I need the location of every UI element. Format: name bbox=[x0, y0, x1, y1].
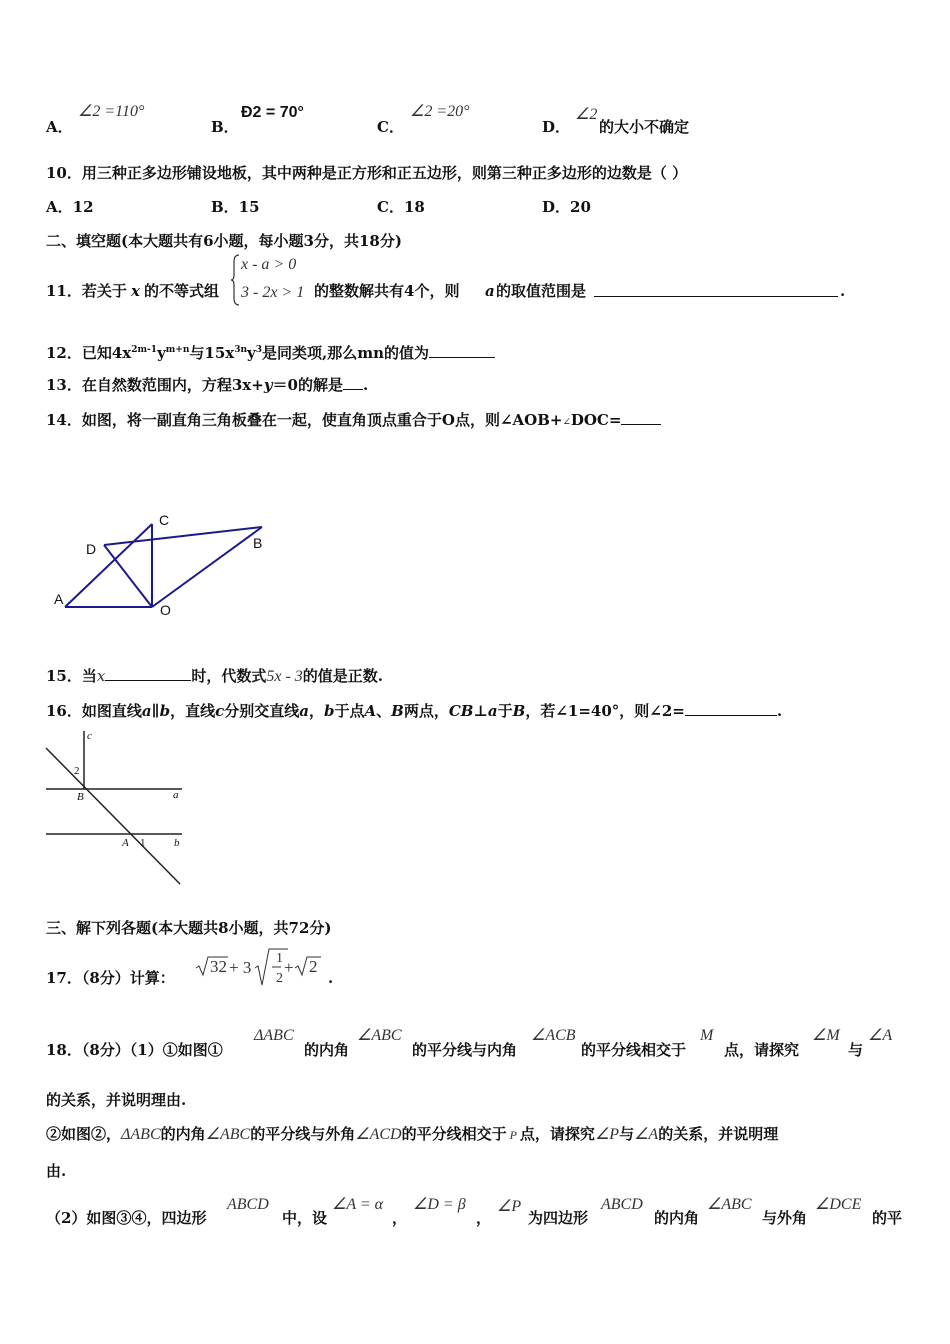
q11-var-a: a bbox=[485, 282, 495, 300]
q15-expr: 5x - 3 bbox=[266, 668, 303, 685]
q18-p2-e3: ∠D = β bbox=[413, 1196, 466, 1213]
q14-p2: DOC= bbox=[570, 411, 622, 429]
q18-p2-e5: ABCD bbox=[601, 1196, 643, 1213]
q18-e4: M bbox=[700, 1027, 714, 1044]
q15-p1: 15．当 bbox=[46, 667, 97, 685]
q18-p2-e6: ∠ABC bbox=[707, 1196, 752, 1213]
q18-q2-p2: 的内角 bbox=[160, 1125, 206, 1143]
q16-p5: 两点， bbox=[403, 702, 449, 720]
q18-e2: ∠ABC bbox=[357, 1027, 402, 1044]
q9-option-a-expr: ∠2 =110° bbox=[78, 103, 145, 120]
q16-p7: ，若∠1=40°，则∠2= bbox=[525, 702, 685, 720]
q18-p2-p5: 与外角 bbox=[762, 1209, 808, 1227]
q9-option-b-expr: Ð2 = 70° bbox=[241, 104, 304, 121]
q18-p2-e2: ∠A = α bbox=[332, 1196, 384, 1213]
q16-p4: 于点 bbox=[334, 702, 365, 720]
q9-option-d-expr: ∠2 bbox=[575, 106, 598, 123]
q10-option-b: B．15 bbox=[211, 198, 260, 216]
q10-stem: 10．用三种正多边形铺设地板，其中两种是正方形和正五边形，则第三种正多边形的边数是（ ） bbox=[46, 164, 688, 182]
q16-comma: ， bbox=[308, 702, 324, 720]
fig16-label-c: c bbox=[87, 730, 92, 742]
q15-var: x bbox=[96, 667, 106, 685]
q16-a1: a bbox=[141, 702, 152, 720]
q18-e1: ΔABC bbox=[254, 1027, 294, 1044]
q16-p6: 于 bbox=[497, 702, 513, 720]
q17-end: . bbox=[328, 969, 334, 987]
q18-q2-e2: ∠ABC bbox=[205, 1126, 251, 1143]
q9-option-c-expr: ∠2 =20° bbox=[410, 103, 470, 120]
q9-option-d-text: 的大小不确定 bbox=[599, 118, 690, 136]
q16-point-b: B bbox=[391, 702, 404, 720]
q14-p1: 14．如图，将一副直角三角板叠在一起，使直角顶点重合于O点，则∠AOB+ bbox=[46, 411, 563, 429]
fig14-label-c: C bbox=[159, 512, 170, 528]
q18-q2-p5: 点，请探究 bbox=[519, 1125, 595, 1143]
q17-plus1: + 3 bbox=[229, 958, 252, 977]
q18-line2: 的关系，并说明理由. bbox=[46, 1091, 187, 1109]
q17-r2: 2 bbox=[309, 957, 318, 976]
fig16-label-1: 1 bbox=[140, 837, 146, 849]
fig16-label-a-point: A bbox=[122, 837, 129, 849]
q12-p4: y bbox=[247, 344, 256, 362]
section3-title: 三、解下列各题(本大题共8小题，共72分) bbox=[46, 919, 332, 937]
q18-p4: 的平分线相交于 bbox=[581, 1041, 687, 1059]
q18-p1: 18．（8分）（1）①如图① bbox=[46, 1041, 223, 1059]
q18-e6: ∠A bbox=[868, 1027, 893, 1044]
q17-den: 2 bbox=[276, 971, 283, 986]
q10-option-a: A．12 bbox=[46, 198, 94, 216]
q18-q2-e3: ∠ACD bbox=[355, 1126, 402, 1143]
q18-p2-e1: ABCD bbox=[227, 1196, 269, 1213]
q18-q2-e4: P bbox=[509, 1128, 517, 1142]
q18-part1-2 bbox=[46, 1125, 778, 1144]
q16-a2: a bbox=[299, 702, 309, 720]
q16-b1: b bbox=[159, 702, 171, 720]
q13-var: y bbox=[263, 376, 273, 394]
q11-ineq2: 3 - 2x > 1 bbox=[241, 284, 305, 301]
q12-s3: 3n bbox=[234, 345, 248, 355]
q15-p3: 的值是正数. bbox=[302, 667, 384, 685]
q18-p2-p3: 为四边形 bbox=[528, 1209, 589, 1227]
q9-option-d-label: D． bbox=[542, 118, 571, 136]
q10-option-d: D．20 bbox=[542, 198, 591, 216]
q17-r1: 32 bbox=[210, 957, 227, 976]
q12-p2: y bbox=[157, 344, 166, 362]
q11-var-x: x bbox=[131, 282, 140, 300]
q12-s1: 2m-1 bbox=[131, 345, 158, 355]
q18-p2-c2: ， bbox=[476, 1209, 492, 1227]
q16-p3: 分别交直线 bbox=[224, 702, 300, 720]
q18-p2-p1: （2）如图③④，四边形 bbox=[46, 1209, 207, 1227]
fig16-label-2: 2 bbox=[74, 765, 80, 777]
q13-p1: 13．在自然数范围内，方程3x+ bbox=[46, 376, 264, 394]
q16-end: . bbox=[776, 702, 783, 720]
q18-p2-c1: ， bbox=[392, 1209, 408, 1227]
q18-q2-line2: 由. bbox=[46, 1162, 67, 1180]
q18-p6: 与 bbox=[848, 1041, 864, 1059]
q12-p1: 12．已知4x bbox=[46, 344, 132, 362]
q18-q2-p1: ②如图②， bbox=[46, 1125, 122, 1143]
q11-prefix: 11．若关于 bbox=[46, 282, 127, 300]
q10-option-c: C．18 bbox=[377, 198, 425, 216]
q18-p2: 的内角 bbox=[304, 1041, 350, 1059]
q18-q2-p6: 与 bbox=[619, 1125, 635, 1143]
q18-p2-p4: 的内角 bbox=[654, 1209, 700, 1227]
q12-p5: 是同类项,那么mn的值为 bbox=[262, 344, 430, 362]
fig16-label-b: b bbox=[174, 837, 180, 849]
fig14-label-d: D bbox=[86, 541, 97, 557]
q18-p3: 的平分线与内角 bbox=[412, 1041, 518, 1059]
q14-angle: ∠ bbox=[562, 417, 571, 428]
q9-option-b-label: B． bbox=[211, 118, 239, 136]
q18-q2-p3: 的平分线与外角 bbox=[250, 1125, 356, 1143]
q15-p2: 时，代数式 bbox=[191, 667, 267, 685]
q16-p2: ，直线 bbox=[170, 702, 216, 720]
q16-point-a: A bbox=[364, 702, 377, 720]
fig14-label-a: A bbox=[54, 591, 64, 607]
q17-plus2: + bbox=[284, 958, 294, 977]
q16-c: c bbox=[215, 702, 225, 720]
q9-option-a-label: A． bbox=[46, 118, 73, 136]
q11-ineq1: x - a > 0 bbox=[241, 256, 297, 273]
q16-perp: ⊥ bbox=[473, 702, 488, 720]
q18-p2-e7: ∠DCE bbox=[815, 1196, 862, 1213]
q17-p1: 17．（8分）计算： bbox=[46, 969, 175, 987]
q16-p1: 16．如图直线 bbox=[46, 702, 142, 720]
q17-num: 1 bbox=[276, 951, 283, 966]
q18-q2-p4: 的平分线相交于 bbox=[401, 1125, 507, 1143]
q11-after: 的整数解共有4个，则 bbox=[314, 282, 460, 300]
q11-suffix: 的取值范围是 bbox=[496, 282, 587, 300]
q18-e5: ∠M bbox=[812, 1027, 840, 1044]
q13-end: . bbox=[362, 376, 369, 394]
q12-s2: m+n bbox=[165, 345, 190, 355]
q18-q2-p7: 的关系，并说明理 bbox=[658, 1125, 779, 1143]
q12-s4: 3 bbox=[255, 345, 263, 355]
q11-mid: 的不等式组 bbox=[144, 282, 220, 300]
q16-par: ∥ bbox=[151, 702, 160, 720]
q16-a3: a bbox=[487, 702, 498, 720]
q18-p2-p2: 中，设 bbox=[282, 1209, 328, 1227]
q16-cb: CB bbox=[448, 702, 474, 720]
fig16-label-b-point: B bbox=[77, 791, 84, 803]
fig16-label-a: a bbox=[173, 789, 179, 801]
q18-p2-p6: 的平 bbox=[872, 1209, 903, 1227]
fig14-label-o: O bbox=[160, 602, 171, 618]
section2-title: 二、填空题(本大题共有6小题，每小题3分，共18分) bbox=[46, 232, 402, 250]
q13-p2: ＝0的解是 bbox=[272, 376, 343, 394]
fig16-line-c bbox=[46, 748, 180, 884]
q18-e3: ∠ACB bbox=[531, 1027, 576, 1044]
q18-p2-e4: ∠P bbox=[497, 1198, 522, 1215]
q18-p5: 点，请探究 bbox=[724, 1041, 800, 1059]
q9-option-c-label: C． bbox=[377, 118, 404, 136]
q18-q2-e6: ∠A bbox=[634, 1126, 659, 1143]
q16-b2: b bbox=[323, 702, 335, 720]
q18-q2-e5: ∠P bbox=[594, 1126, 620, 1143]
q16-b-point2: B bbox=[512, 702, 526, 720]
fig14-label-b: B bbox=[253, 535, 263, 551]
q12-p3: 与15x bbox=[189, 344, 235, 362]
q11-end: . bbox=[840, 282, 846, 300]
q16-sep: 、 bbox=[376, 702, 392, 720]
q18-q2-e1: ΔABC bbox=[121, 1126, 161, 1143]
